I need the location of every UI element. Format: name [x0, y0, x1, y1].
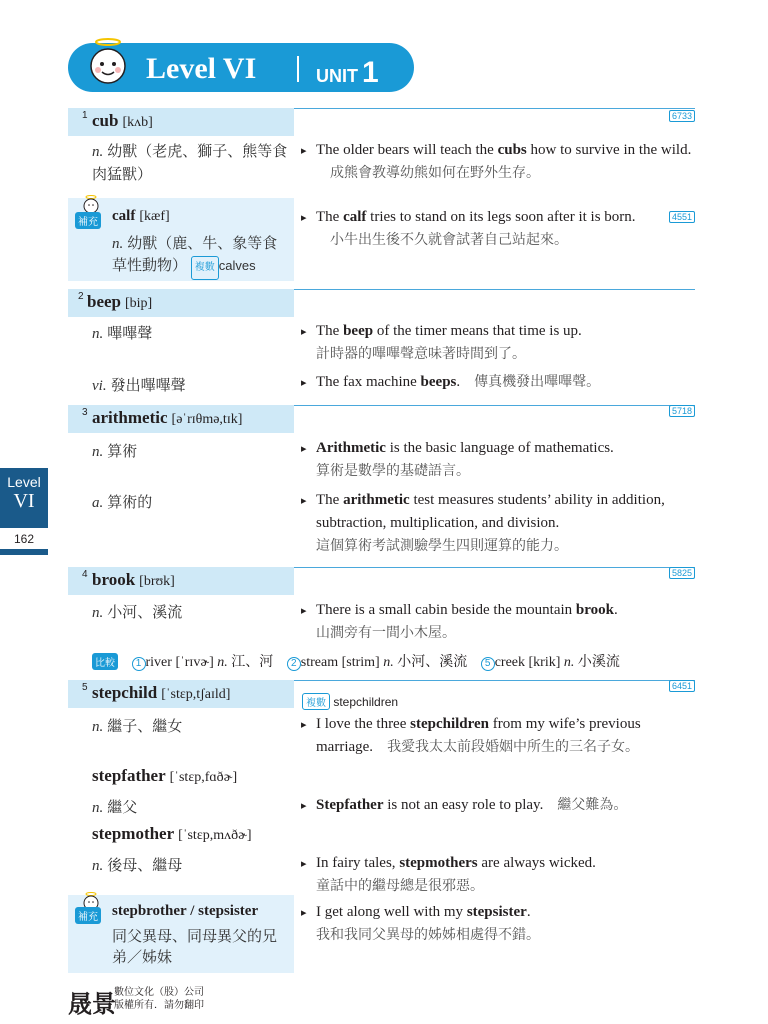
headword-stepbrother: stepbrother / stepsister — [112, 903, 259, 919]
entry-id-tag: 5825 — [669, 567, 695, 579]
example-calf: ▸ The calf tries to stand on its legs soon after it is born.小牛出生後不久就會試著自己站起來。 — [316, 206, 656, 252]
example-beep-noun: ▸ The beep of the timer means that time is up. 計時器的嗶嗶聲意味著時間到了。 — [316, 320, 696, 366]
angel-icon — [81, 194, 101, 214]
plural-note-stepchild: 複數 stepchildren — [302, 693, 398, 710]
example-cub: ▸ The older bears will teach the cubs how to survive in the wild.成熊會教導幼熊如何在野外生存。 — [316, 139, 696, 185]
headword-cub: cub [kʌb] — [92, 111, 153, 130]
definition-brook: n. 小河、溪流 — [92, 605, 183, 621]
entry-divider — [294, 567, 695, 568]
definition-cub: n. 幼獸（老虎、獅子、熊等食肉猛獸） — [92, 144, 288, 183]
entry-number: 3 — [82, 407, 88, 418]
definition-arithmetic-noun: n. 算術 — [92, 444, 138, 460]
example-stepmother: ▸ In fairy tales, stepmothers are always wicked. 童話中的繼母總是很邪惡。 — [316, 852, 696, 898]
headword-calf: calf [kæf] — [112, 208, 170, 224]
level-circle: 2 — [287, 657, 301, 671]
headword-beep: beep [bip] — [87, 292, 153, 311]
entry-id-tag: 6733 — [669, 110, 695, 122]
entry-number: 1 — [82, 110, 88, 121]
entry-divider — [294, 680, 695, 681]
definition-calf: n. 幼獸（鹿、牛、象等食草性動物） 複數 calves — [112, 233, 292, 280]
level-circle: 5 — [481, 657, 495, 671]
example-arithmetic-adj: ▸ The arithmetic test measures students’ ability in addition, subtraction, multiplication, and division. 這個算術考試測驗學生四則運算的能力。 — [316, 489, 696, 558]
publisher-logo: 晟景 — [68, 992, 116, 1018]
side-tab-roman: VI — [13, 490, 35, 512]
headword-stepfather: stepfather [ˈstɛp,fɑðɚ] — [92, 766, 238, 785]
definition-stepchild: n. 繼子、繼女 — [92, 719, 183, 735]
entry-number: 2 — [78, 291, 84, 302]
definition-stepfather: n. 繼父 — [92, 800, 138, 816]
headword-arithmetic: arithmetic [əˈrɪθmə,tɪk] — [92, 408, 243, 427]
entry-id-tag: 5718 — [669, 405, 695, 417]
definition-beep-verb: vi. 發出嗶嗶聲 — [92, 378, 186, 394]
example-stepchild: ▸ I love the three stepchildren from my wife’s previous marriage. 我愛我太太前段婚姻中所生的三名子女。 — [316, 713, 696, 759]
page-number: 162 — [13, 532, 35, 546]
publisher-text: 數位文化（股）公司 版權所有．請勿翻印 — [114, 987, 204, 1011]
example-arithmetic-noun: ▸ Arithmetic is the basic language of mathematics. 算術是數學的基礎語言。 — [316, 437, 696, 483]
headword-stepchild: stepchild [ˈstɛp,tʃaɪld] — [92, 683, 231, 702]
plural-badge: 複數 — [191, 256, 219, 280]
entry-id-tag: 4551 — [669, 211, 695, 223]
example-beep-verb: ▸ The fax machine beeps. 傳真機發出嗶嗶聲。 — [316, 371, 696, 394]
entry-number: 5 — [82, 682, 88, 693]
level-side-tab — [0, 468, 48, 528]
definition-stepbrother: 同父異母、同母異父的兄弟／姊妹 — [112, 929, 278, 966]
level-circle: 1 — [132, 657, 146, 671]
page-number-bar — [0, 549, 48, 555]
headword-brook: brook [brʊk] — [92, 570, 175, 589]
supplement-badge: 補充 — [75, 907, 101, 924]
side-tab-level: Level — [7, 474, 41, 490]
plural-badge: 複數 — [302, 693, 330, 710]
entry-id-tag: 6451 — [669, 680, 695, 692]
compare-badge: 比較 — [92, 653, 118, 670]
supplement-badge: 補充 — [75, 212, 101, 229]
definition-stepmother: n. 後母、繼母 — [92, 858, 183, 874]
example-stepbrother: ▸ I get along well with my stepsister. 我和我同父異母的姊姊相處得不錯。 — [316, 901, 696, 947]
entry-divider — [294, 289, 695, 290]
headword-stepmother: stepmother [ˈstɛp,mʌðɚ] — [92, 824, 252, 843]
definition-beep-noun: n. 嗶嗶聲 — [92, 326, 153, 342]
entry-number: 4 — [82, 569, 88, 580]
compare-row-brook: 比較 1 river [ˈrɪvɚ] n. 江、河 2 stream [strim] n. 小河、溪流 5 creek [krik] n. 小溪流 — [92, 651, 692, 671]
entry-divider — [294, 108, 695, 109]
example-brook: ▸ There is a small cabin beside the mountain brook. 山澗旁有一間小木屋。 — [316, 599, 696, 645]
entry-divider — [294, 405, 695, 406]
unit-title: UNIT 1 — [316, 56, 379, 89]
mascot-icon — [86, 34, 130, 90]
header-separator — [297, 56, 299, 82]
example-stepfather: ▸ Stepfather is not an easy role to play. 繼父難為。 — [316, 794, 696, 817]
definition-arithmetic-adj: a. 算術的 — [92, 495, 153, 511]
level-title: Level VI — [146, 52, 257, 85]
